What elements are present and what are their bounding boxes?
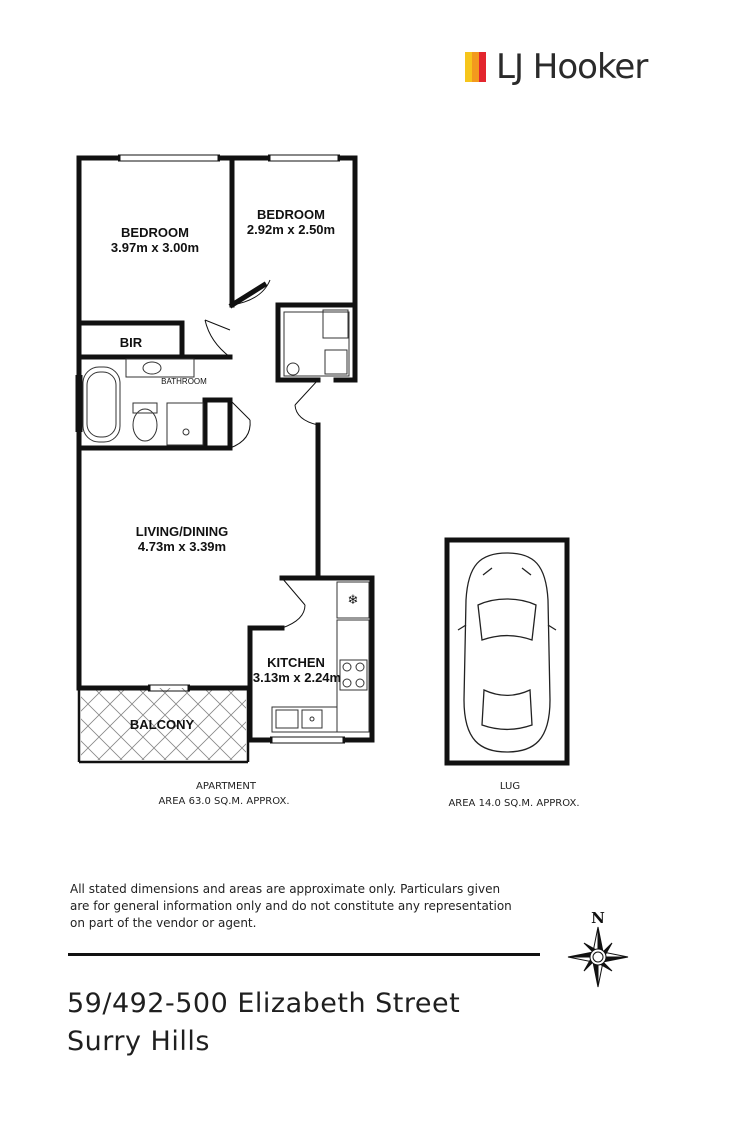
lug-label: LUG [499,781,521,792]
living-size: 4.73m x 3.39m [137,539,227,554]
apartment-label: APARTMENT [196,781,256,792]
apartment-area: AREA 63.0 SQ.M. APPROX. [158,796,290,807]
bir-label: BIR [119,335,143,350]
north-label: N [591,909,605,927]
property-address [67,985,460,1061]
kitchen-label: KITCHEN [267,655,325,670]
address-line2: Surry Hills [67,1026,210,1057]
lug-area: AREA 14.0 SQ.M. APPROX. [448,798,580,809]
divider [68,953,540,956]
bedroom1-size: 3.97m x 3.00m [110,240,200,255]
bedroom2-label: BEDROOM [257,207,325,222]
address-line1: 59/492-500 Elizabeth Street [67,988,461,1019]
balcony-label: BALCONY [129,717,195,732]
disclaimer-line: on part of the vendor or agent. [70,916,257,930]
car-icon [458,553,556,752]
kitchen-size: 3.13m x 2.24m [252,670,342,685]
logo-text: LJ Hooker [496,47,648,87]
compass-rose-icon [566,907,630,991]
disclaimer-line: are for general information only and do not constitute any representation [70,899,512,913]
svg-text:❄: ❄ [347,592,359,607]
disclaimer-line: All stated dimensions and areas are approximate only. Particulars given [70,882,501,896]
bathroom-label: BATHROOM [161,377,207,386]
disclaimer [70,881,530,932]
bedroom1-label: BEDROOM [121,225,189,240]
living-label: LIVING/DINING [135,524,229,539]
bedroom2-size: 2.92m x 2.50m [246,222,336,237]
